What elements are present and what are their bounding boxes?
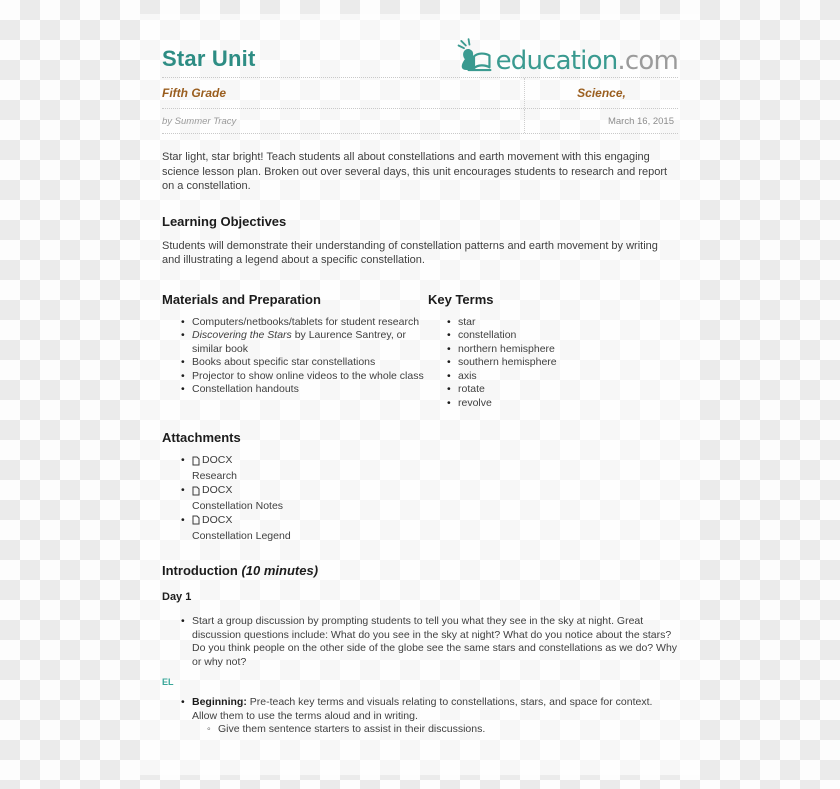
introduction-list [162, 615, 678, 669]
grade-cell [162, 78, 525, 108]
attachment-file-link[interactable]: • DOCX [192, 514, 232, 528]
document-file-icon [192, 515, 200, 525]
attachment-file-link[interactable]: • DOCX [192, 454, 232, 468]
grade-label: Fifth Grade [162, 86, 227, 100]
grade-subject-row [162, 78, 678, 109]
list-item: • constellation [458, 329, 678, 343]
attachment-item [192, 454, 678, 484]
materials-keyterms-section [162, 292, 678, 411]
document-file-icon [192, 486, 200, 496]
day-1-heading: Day 1 [162, 591, 192, 604]
materials-heading: Materials and Preparation [162, 291, 321, 307]
attachment-item [192, 484, 678, 514]
lesson-plan-document [140, 14, 700, 775]
key-terms-list [428, 316, 678, 411]
author-byline: by Summer Tracy [162, 115, 237, 127]
reader-with-open-book-icon [454, 37, 494, 74]
duration-label: (10 minutes) [241, 563, 319, 579]
beginning-label: Beginning: [192, 696, 247, 709]
list-item: ◦ Give them sentence starters to assist in their discussions. [218, 723, 678, 737]
attachment-label: Constellation Notes [192, 500, 284, 512]
introduction-heading: Introduction (10 minutes) [162, 563, 319, 579]
el-support-list [162, 696, 678, 737]
list-item: • northern hemisphere [458, 343, 678, 357]
list-item: • star [458, 316, 678, 330]
attachments-heading: Attachments [162, 430, 241, 445]
list-item: • Start a group discussion by prompting students to tell you what they see in the sky at night. Great discussion questions include: What do you see in the sky at night? What do you notice about the stars? Do you think people on the other side of the globe see the same stars and constellations as we do? Why or why not? [192, 615, 678, 669]
list-item: • Books about specific star constellations [192, 356, 428, 370]
materials-column [162, 292, 428, 411]
attachment-label: Research [192, 470, 237, 483]
sub-list [192, 723, 678, 737]
date-cell [525, 109, 678, 133]
materials-list [162, 316, 428, 397]
logo-wordmark [496, 48, 678, 74]
list-item: • southern hemisphere [458, 356, 678, 370]
logo-tld-text: .com [617, 46, 678, 76]
book-title: Discovering the Stars [192, 329, 292, 341]
el-support-label: EL [162, 677, 174, 688]
byline-cell [162, 109, 525, 133]
learning-objectives-heading: Learning Objectives [162, 213, 287, 229]
list-item: • Discovering the Stars by Laurence Santrey, or similar book [192, 329, 428, 356]
logo-brand-text: education [495, 46, 618, 76]
attachment-item [192, 514, 678, 544]
publish-date: March 16, 2015 [607, 115, 674, 127]
page-title: Star Unit [162, 46, 256, 71]
learning-objectives-text: Students will demonstrate their understanding of constellation patterns and earth movement by writing and illustrating a legend about a specific constellation. [162, 239, 658, 266]
document-file-icon [192, 456, 200, 466]
list-item: • Computers/netbooks/tablets for student research [192, 316, 428, 330]
list-item: • axis [458, 370, 678, 384]
list-item: • rotate [458, 383, 678, 397]
attachments-list [162, 454, 678, 543]
key-terms-heading: Key Terms [428, 291, 494, 307]
attachment-file-link[interactable]: • DOCX [192, 484, 232, 498]
document-header [162, 14, 678, 78]
list-item: • revolve [458, 397, 678, 411]
list-item: • Projector to show online videos to the whole class [192, 370, 428, 384]
list-item: • Constellation handouts [192, 383, 428, 397]
list-item: • Beginning: Pre-teach key terms and visuals relating to constellations, stars, and space for context. Allow them to use the terms aloud and in writing. ◦ Give them sentence starters to assist in their discussions. [192, 696, 678, 737]
key-terms-column [428, 292, 678, 411]
subject-cell [525, 78, 678, 108]
byline-date-row [162, 109, 678, 134]
education-logo[interactable] [454, 37, 678, 74]
attachment-label: Constellation Legend [192, 529, 291, 542]
subject-label: Science, [577, 86, 626, 100]
intro-paragraph: Star light, star bright! Teach students all about constellations and earth movement with this engaging science lesson plan. Broken out over several days, this unit encourages students to research and report on a constellation. [162, 151, 668, 192]
